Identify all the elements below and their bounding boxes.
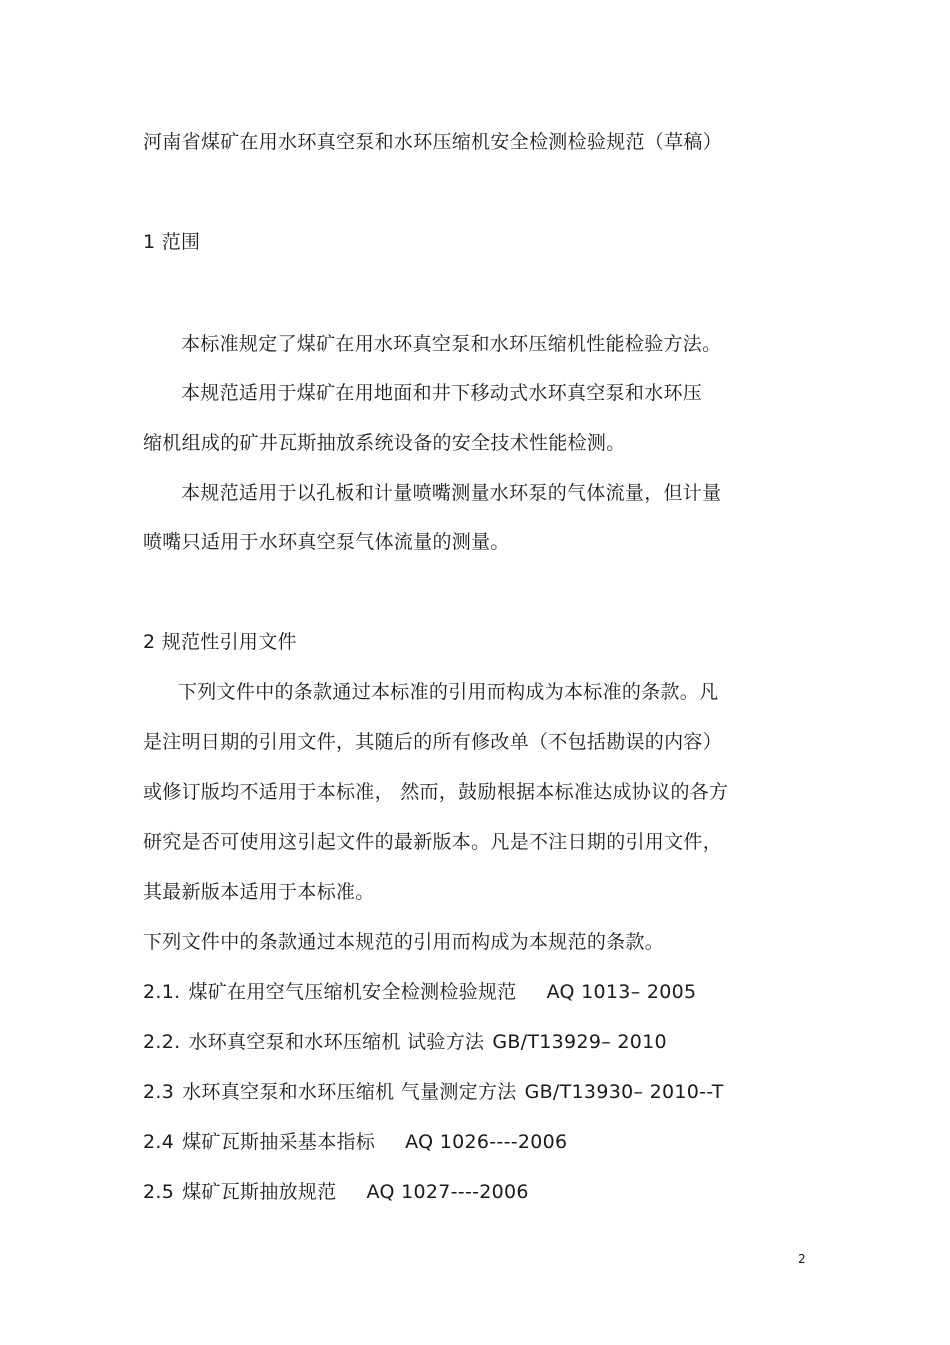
reference-number: 2.3 bbox=[143, 1081, 175, 1103]
reference-title: 水环真空泵和水环压缩机 气量测定方法 bbox=[182, 1081, 517, 1103]
section-2-heading: 2 规范性引用文件 bbox=[143, 631, 297, 653]
section-2-paragraph-1-line-3: 或修订版均不适用于本标准， 然而，鼓励根据本标准达成协议的各方 bbox=[143, 781, 729, 803]
reference-item bbox=[143, 1180, 529, 1204]
page-number: 2 bbox=[798, 1252, 806, 1266]
section-1-paragraph-2-line-1: 本规范适用于煤矿在用地面和井下移动式水环真空泵和水环压 bbox=[181, 382, 703, 404]
section-1-paragraph-3-line-2: 喷嘴只适用于水环真空泵气体流量的测量。 bbox=[143, 531, 510, 553]
section-1-paragraph-1: 本标准规定了煤矿在用水环真空泵和水环压缩机性能检验方法。 bbox=[181, 333, 722, 355]
reference-number: 2.4 bbox=[143, 1131, 175, 1153]
reference-title: 煤矿瓦斯抽放规范 bbox=[182, 1181, 337, 1203]
section-2-paragraph-1-line-1: 下列文件中的条款通过本标准的引用而构成为本标准的条款。凡 bbox=[178, 681, 719, 703]
reference-code: AQ 1027----2006 bbox=[366, 1181, 529, 1203]
section-2-paragraph-1-line-5: 其最新版本适用于本标准。 bbox=[143, 881, 375, 903]
reference-number: 2.5 bbox=[143, 1181, 175, 1203]
reference-code: GB/T13930– 2010--T bbox=[524, 1081, 724, 1103]
reference-number: 2.2. bbox=[143, 1031, 181, 1053]
reference-item bbox=[143, 980, 696, 1004]
section-2-paragraph-1-line-4: 研究是否可使用这引起文件的最新版本。凡是不注日期的引用文件， bbox=[143, 831, 723, 853]
reference-number: 2.1. bbox=[143, 981, 181, 1003]
reference-title: 煤矿在用空气压缩机安全检测检验规范 bbox=[188, 981, 517, 1003]
reference-item bbox=[143, 1130, 567, 1154]
reference-title: 煤矿瓦斯抽采基本指标 bbox=[182, 1131, 376, 1153]
reference-item bbox=[143, 1030, 667, 1054]
reference-code: AQ 1026----2006 bbox=[405, 1131, 568, 1153]
section-1-paragraph-3-line-1: 本规范适用于以孔板和计量喷嘴测量水环泵的气体流量，但计量 bbox=[181, 482, 722, 504]
reference-code: AQ 1013– 2005 bbox=[546, 981, 697, 1003]
reference-item bbox=[143, 1080, 724, 1104]
reference-title: 水环真空泵和水环压缩机 试验方法 bbox=[188, 1031, 485, 1053]
section-2-paragraph-2: 下列文件中的条款通过本规范的引用而构成为本规范的条款。 bbox=[143, 931, 665, 953]
section-1-heading: 1 范围 bbox=[143, 231, 201, 253]
section-2-paragraph-1-line-2: 是注明日期的引用文件，其随后的所有修改单（不包括勘误的内容） bbox=[143, 731, 723, 753]
document-title: 河南省煤矿在用水环真空泵和水环压缩机安全检测检验规范（草稿） bbox=[143, 131, 723, 153]
reference-code: GB/T13929– 2010 bbox=[492, 1031, 667, 1053]
section-1-paragraph-2-line-2: 缩机组成的矿井瓦斯抽放系统设备的安全技术性能检测。 bbox=[143, 432, 626, 454]
